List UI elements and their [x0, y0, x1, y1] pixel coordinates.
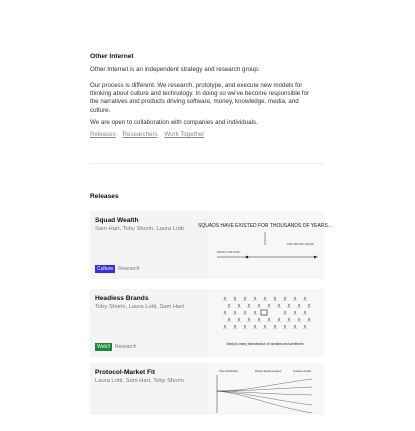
link-researchers[interactable]: Researchers: [122, 131, 158, 138]
person-icon: [264, 297, 267, 301]
person-icon: [294, 297, 297, 301]
person-icon: [298, 304, 301, 308]
release-tags: [95, 343, 136, 351]
person-icon: [284, 325, 287, 329]
release-card-protocol-market-fit[interactable]: [90, 363, 324, 415]
thumb-headline: SQUADS HAVE EXISTED FOR THOUSANDS OF YEARS...: [198, 223, 332, 229]
person-icon: [288, 318, 291, 322]
person-icon: [268, 318, 271, 322]
release-thumbnail[interactable]: [207, 289, 324, 357]
release-authors: Laura Lotti, Sam Hart, Toby Shorin: [95, 378, 184, 384]
category-badge: Web3: [97, 344, 110, 350]
intro-paragraph-3: We are open to collaboration with companies and individuals.: [90, 119, 258, 126]
person-icon: [294, 325, 297, 329]
person-icon: [274, 325, 277, 329]
intro-paragraph-1: Other Internet is an independent strategy and research group.: [90, 66, 260, 73]
person-icon: [224, 297, 227, 301]
release-tags: [95, 265, 140, 273]
type-tag: Research: [118, 266, 140, 272]
intro-paragraph-2: Our process is different. We research, prototype, and execute new models for thinking about culture and technology. In doing so we've become responsible for the narratives and products driving software, money, knowledge, media, and culture.: [90, 82, 310, 114]
release-authors: Sam Hart, Toby Shorin, Laura Lotti: [95, 226, 184, 232]
person-icon: [234, 325, 237, 329]
release-info: [90, 211, 207, 279]
release-thumbnail[interactable]: [198, 211, 332, 279]
thumb-caption: Many-to-many transmission of narrative and sentiment: [226, 342, 304, 346]
person-icon: [228, 318, 231, 322]
arrow-right-icon: [314, 256, 318, 259]
branching-curves: [217, 379, 312, 413]
person-icon: [254, 297, 257, 301]
thumb-label-right: 21ST CENTURY SQUAD: [287, 243, 314, 246]
person-icon: [234, 311, 237, 315]
person-icon: [278, 318, 281, 322]
person-icon: [274, 297, 277, 301]
release-title[interactable]: Protocol-Market Fit: [95, 369, 156, 376]
person-icon: [278, 304, 281, 308]
person-icon: [308, 304, 311, 308]
release-card-headless-brands[interactable]: [90, 289, 324, 357]
person-icon: [304, 297, 307, 301]
person-icon: [234, 297, 237, 301]
screen-icon: [261, 310, 267, 315]
person-icon: [294, 311, 297, 315]
person-icon: [224, 311, 227, 315]
person-icon: [224, 325, 227, 329]
person-icon: [248, 318, 251, 322]
release-info: [90, 363, 207, 431]
release-info: [90, 289, 207, 357]
person-icon: [244, 325, 247, 329]
link-releases[interactable]: Releases: [90, 131, 116, 138]
person-icon: [308, 318, 311, 322]
person-icon: [284, 297, 287, 301]
person-icon: [258, 304, 261, 308]
thumb-label-left: Token Distribution: [219, 370, 239, 373]
nav-links: [90, 131, 209, 138]
person-icon: [264, 325, 267, 329]
release-title[interactable]: Headless Brands: [95, 295, 149, 302]
thumb-label-mid: Product Experimentation: [255, 370, 282, 373]
person-icon: [304, 325, 307, 329]
thumb-label-left: FRUSIS, FOR FOOD: [217, 251, 240, 254]
person-icon: [244, 311, 247, 315]
person-icon: [228, 304, 231, 308]
person-icon: [238, 304, 241, 308]
person-icon: [284, 311, 287, 315]
person-icon: [288, 304, 291, 308]
person-icon: [304, 311, 307, 315]
releases-heading: Releases: [90, 193, 119, 200]
person-icon: [258, 318, 261, 322]
timeline-dot: [246, 256, 249, 259]
section-divider: [90, 163, 324, 164]
person-icon: [268, 304, 271, 308]
brand-title: Other Internet: [90, 53, 134, 60]
person-icon: [238, 318, 241, 322]
category-badge: Culture: [97, 266, 114, 272]
release-thumbnail[interactable]: [207, 363, 324, 415]
release-title[interactable]: Squad Wealth: [95, 217, 139, 224]
person-icon: [254, 325, 257, 329]
release-card-squad-wealth[interactable]: [90, 211, 332, 279]
thumb-label-right: Selective Growth: [293, 370, 312, 373]
type-tag: Research: [114, 344, 137, 350]
link-work-together[interactable]: Work Together: [164, 131, 205, 138]
release-authors: Toby Shorin, Laura Lotti, Sam Hart: [95, 304, 184, 310]
person-icon: [248, 304, 251, 308]
person-icon: [298, 318, 301, 322]
person-icon: [244, 297, 247, 301]
person-icon: [254, 311, 257, 315]
